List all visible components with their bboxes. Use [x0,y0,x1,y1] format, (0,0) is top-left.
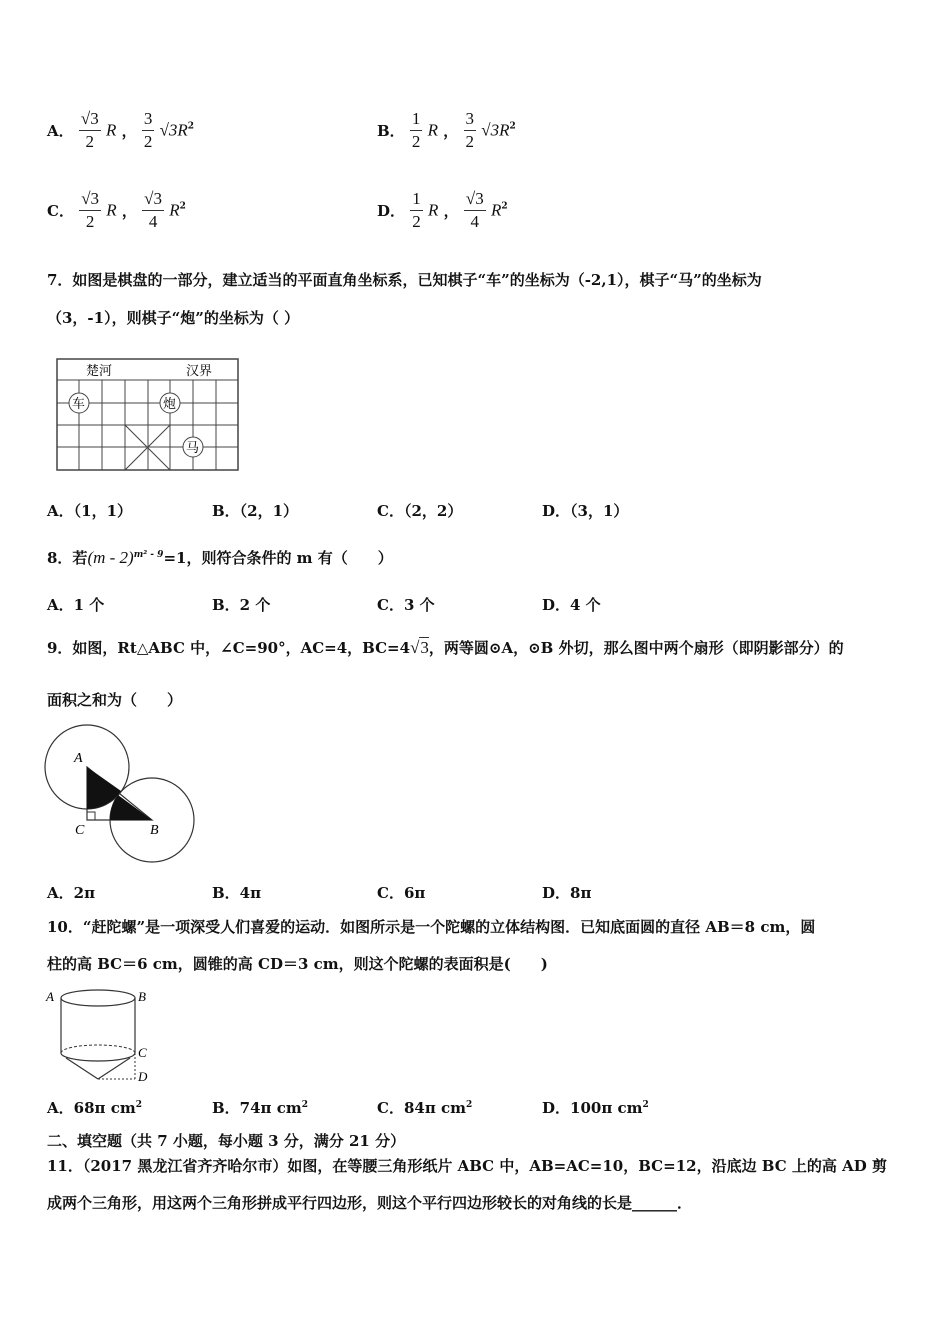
q8-option-d: D．4 个 [542,596,601,614]
variable: R [106,200,117,220]
numerator: √3 [142,188,164,211]
option-label: C． [47,202,74,220]
q8-stem [47,545,907,568]
fraction [142,188,164,233]
q10-option-b [212,1097,308,1118]
option-text: C．84π cm [377,1099,467,1117]
fraction [79,188,101,233]
denominator: 4 [470,212,480,231]
numerator: √3 [79,188,101,211]
exponent: 2 [509,121,516,132]
q9-line1-a: 9．如图，Rt△ABC 中，∠C=90°，AC=4，BC=4 [47,639,411,657]
separator: ， [121,122,137,140]
q6-option-b [377,108,516,153]
variable: R [105,120,117,140]
q6-option-c [47,188,186,233]
option-text: B．74π cm [212,1099,302,1117]
label-d: D [138,1069,148,1084]
fraction [410,108,423,153]
radicand: 3 [420,638,429,657]
q11-line2: 成两个三角形，用这两个三角形拼成平行四边形，则这个平行四边形较长的对角线的长是______． [47,1194,693,1212]
exponent: 2 [135,1100,142,1110]
q9-option-d: D．8π [542,884,592,902]
q8-option-c: C．3 个 [377,596,435,614]
fraction [142,108,155,153]
label-c: C [138,1045,147,1060]
q10-line1: 10．“赶陀螺”是一项深受人们喜爱的运动．如图所示是一个陀螺的立体结构图．已知底面圆的直径 AB＝8 cm，圆 [47,918,816,936]
river-left-label: 楚河 [86,363,113,378]
spinning-top-figure [44,985,164,1085]
numerator: √3 [79,108,101,131]
q9-option-a: A．2π [47,884,96,902]
exponent: 2 [466,1100,473,1110]
q9-line1 [47,638,907,658]
denominator: 2 [412,212,421,231]
exponent: 2 [501,201,508,212]
q8-suffix: =1，则符合条件的 m 有（ ） [163,549,393,567]
separator: ， [121,202,137,220]
label-c: C [75,823,85,838]
term: R [490,200,502,220]
term: √3R [159,120,188,140]
label-b: B [150,823,159,838]
denominator: 2 [411,132,421,151]
option-label: B． [377,122,405,140]
numerator: 3 [142,108,155,131]
q7-line1: 7．如图是棋盘的一部分，建立适当的平面直角坐标系，已知棋子“车”的坐标为（-2,1），棋子“马”的坐标为 [47,271,762,289]
option-text: D．100π cm [542,1099,643,1117]
exponent: 2 [187,121,195,132]
label-a: A [46,989,54,1004]
option-text: A．68π cm [47,1099,136,1117]
q11-line1: 11．（2017 黑龙江省齐齐哈尔市）如图，在等腰三角形纸片 ABC 中，AB=AC=10，BC=12，沿底边 BC 上的高 AD 剪 [47,1157,887,1175]
fraction [464,188,486,233]
q7-option-d: D．（3，1） [542,502,629,520]
term: R [169,200,180,220]
option-label: A． [47,122,74,140]
piece-ma-label: 马 [186,440,200,455]
numerator: √3 [464,188,486,211]
option-label: D． [377,202,406,220]
denominator: 2 [143,132,153,151]
numerator: 3 [464,108,477,131]
q9-line2: 面积之和为（ ） [47,691,183,709]
q9-line1-b: ，两等圆⊙A，⊙B 外切，那么图中两个扇形（即阴影部分）的 [428,639,844,657]
exponent: 2 [301,1100,309,1110]
numerator: 1 [410,188,423,211]
label-a: A [74,751,83,766]
variable: R [427,200,439,220]
chessboard-figure [56,358,240,472]
exponent: 2 [179,201,186,212]
denominator: 4 [148,212,158,231]
fraction [464,108,477,153]
variable: R [427,120,439,140]
denominator: 2 [85,212,95,231]
term: √3R [481,120,510,140]
q8-prefix: 8．若 [47,549,88,567]
q10-option-a [47,1097,142,1118]
sqrt-expression: √3 [410,638,429,657]
separator: ， [443,122,459,140]
q9-option-b: B．4π [212,884,262,902]
q8-exponent: m² - 9 [133,550,164,560]
piece-che-label: 车 [72,396,86,411]
q7-option-b: B．（2，1） [212,502,299,520]
separator: ， [443,202,459,220]
fraction [410,188,423,233]
q6-option-a [47,108,194,153]
piece-pao-label: 炮 [163,396,177,411]
section-2-title: 二、填空题（共 7 小题，每小题 3 分，满分 21 分） [47,1132,406,1150]
circles-triangle-figure [42,722,202,867]
denominator: 2 [465,132,475,151]
q7-option-c: C．（2，2） [377,502,463,520]
q8-option-a: A．1 个 [47,596,105,614]
q6-option-d [377,188,508,233]
shaded-sector-b [110,795,152,820]
q10-line2: 柱的高 BC＝6 cm，圆锥的高 CD＝3 cm，则这个陀螺的表面积是( ) [47,955,548,973]
q7-option-a: A．（1，1） [47,502,133,520]
q10-option-c [377,1097,472,1118]
q8-option-b: B．2 个 [212,596,271,614]
q7-line2: （3，-1），则棋子“炮”的坐标为（ ） [47,309,300,327]
river-right-label: 汉界 [186,363,213,378]
fraction [79,108,101,153]
q9-option-c: C．6π [377,884,426,902]
exponent: 2 [642,1100,649,1110]
denominator: 2 [85,132,95,151]
numerator: 1 [410,108,423,131]
label-b: B [138,989,146,1004]
q10-option-d [542,1097,649,1118]
q8-expression: (m - 2) [87,548,134,567]
